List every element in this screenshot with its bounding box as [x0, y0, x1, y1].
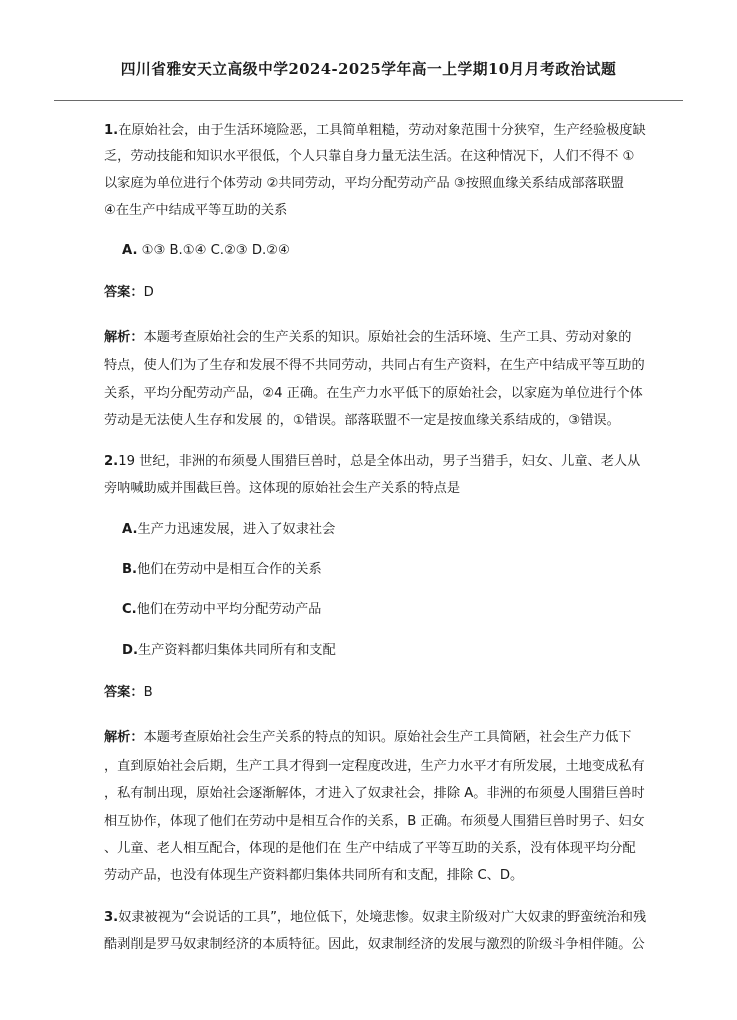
page-title: 四川省雅安天立高级中学2024-2025学年高一上学期10月月考政治试题 — [120, 61, 617, 78]
q1-line-3: 以家庭为单位进行个体劳动 ②共同劳动，平均分配劳动产品 ③按照血缘关系结成部落联盟 — [104, 176, 624, 191]
q1-analysis-label: 解析： — [104, 330, 144, 345]
q2-option-c — [122, 600, 321, 620]
q2-answer-label: 答案： — [104, 685, 144, 700]
q2-option-b — [122, 560, 322, 580]
q1-analysis-text: 本题考查原始社会的生产关系的知识。原始社会的生活环境、生产工具、劳动对象的 — [143, 330, 632, 345]
q3-line-1 — [104, 908, 646, 928]
q2-answer — [104, 683, 153, 703]
q1-answer-value: D — [143, 285, 154, 300]
q2-stem-text: 19 世纪，非洲的布须曼人围猎巨兽时，总是全体出动，男子当猎手，妇女、儿童、老人从 — [118, 454, 641, 469]
q2-option-d-label: D. — [122, 643, 138, 658]
q2-option-b-text: 他们在劳动中是相互合作的关系 — [137, 562, 322, 577]
q2-analysis-line-6: 劳动产品，也没有体现生产资料都归集体共同所有和支配，排除 C、D。 — [104, 868, 524, 883]
q2-option-d-text: 生产资料都归集体共同所有和支配 — [137, 643, 336, 658]
q1-line-1 — [104, 121, 646, 141]
q2-analysis-line-2: ，直到原始社会后期，生产工具才得到一定程度改进，生产力水平才有所发展，土地变成私有 — [104, 759, 645, 774]
q2-analysis-label: 解析： — [104, 730, 144, 745]
q2-analysis-line-5: 、儿童、老人相互配合，体现的是他们在 生产中结成了平等互助的关系，没有体现平均分配 — [104, 841, 636, 856]
q2-line-2: 旁呐喊助威并围截巨兽。这体现的原始社会生产关系的特点是 — [104, 481, 461, 496]
q2-line-1 — [104, 452, 640, 472]
q1-line-2: 乏，劳动技能和知识水平很低，个人只靠自身力量无法生活。在这种情况下，人们不得不 ① — [104, 149, 635, 164]
q1-answer — [104, 283, 154, 303]
q2-analysis-line-3: ，私有制出现，原始社会逐渐解体，才进入了奴隶社会，排除 A。非洲的布须曼人围猎巨兽时 — [104, 786, 645, 801]
q1-answer-label: 答案： — [104, 285, 144, 300]
q1-analysis-line-3: 关系，平均分配劳动产品，②4 正确。在生产力水平低下的原始社会，以家庭为单位进行个体 — [104, 386, 643, 401]
q1-analysis-line-1 — [104, 328, 632, 348]
q3-number: 3. — [104, 910, 119, 925]
q3-stem-text: 奴隶被视为“会说话的工具”，地位低下，处境悲惨。奴隶主阶级对广大奴隶的野蛮统治和残 — [118, 910, 647, 925]
q2-analysis-line-1 — [104, 728, 632, 748]
title-divider — [54, 100, 683, 101]
q2-number: 2. — [104, 454, 119, 469]
q1-options-text: ①③ B.①④ C.②③ D.②④ — [141, 243, 290, 258]
q2-analysis-text: 本题考查原始社会生产关系的特点的知识。原始社会生产工具简陋，社会生产力低下 — [143, 730, 632, 745]
q2-option-b-label: B. — [122, 562, 138, 577]
q3-line-2: 酷剥削是罗马奴隶制经济的本质特征。因此，奴隶制经济的发展与激烈的阶级斗争相伴随。公 — [104, 937, 645, 952]
q2-option-c-label: C. — [122, 602, 137, 617]
q2-option-d — [122, 641, 336, 661]
q1-number: 1. — [104, 123, 119, 138]
q1-analysis-line-2: 特点，使人们为了生存和发展不得不共同劳动，共同占有生产资料，在生产中结成平等互助的 — [104, 358, 645, 373]
q1-stem-text: 在原始社会，由于生活环境险恶，工具简单粗糙，劳动对象范围十分狭窄，生产经验极度缺 — [118, 123, 646, 138]
q1-analysis-line-4: 劳动是无法使人生存和发展 的，①错误。部落联盟不一定是按血缘关系结成的，③错误。 — [104, 413, 620, 428]
q2-analysis-line-4: 相互协作，体现了他们在劳动中是相互合作的关系，B 正确。布须曼人围猎巨兽时男子、妇女 — [104, 814, 645, 829]
q1-option-label: A. — [122, 243, 138, 258]
q2-option-a — [122, 520, 335, 540]
q2-answer-value: B — [143, 685, 153, 700]
q2-option-c-text: 他们在劳动中平均分配劳动产品 — [136, 602, 322, 617]
q2-option-a-text: 生产力迅速发展，进入了奴隶社会 — [137, 522, 336, 537]
q1-options — [122, 241, 290, 261]
q1-line-4: ④在生产中结成平等互助的关系 — [104, 203, 288, 218]
q2-option-a-label: A. — [122, 522, 138, 537]
